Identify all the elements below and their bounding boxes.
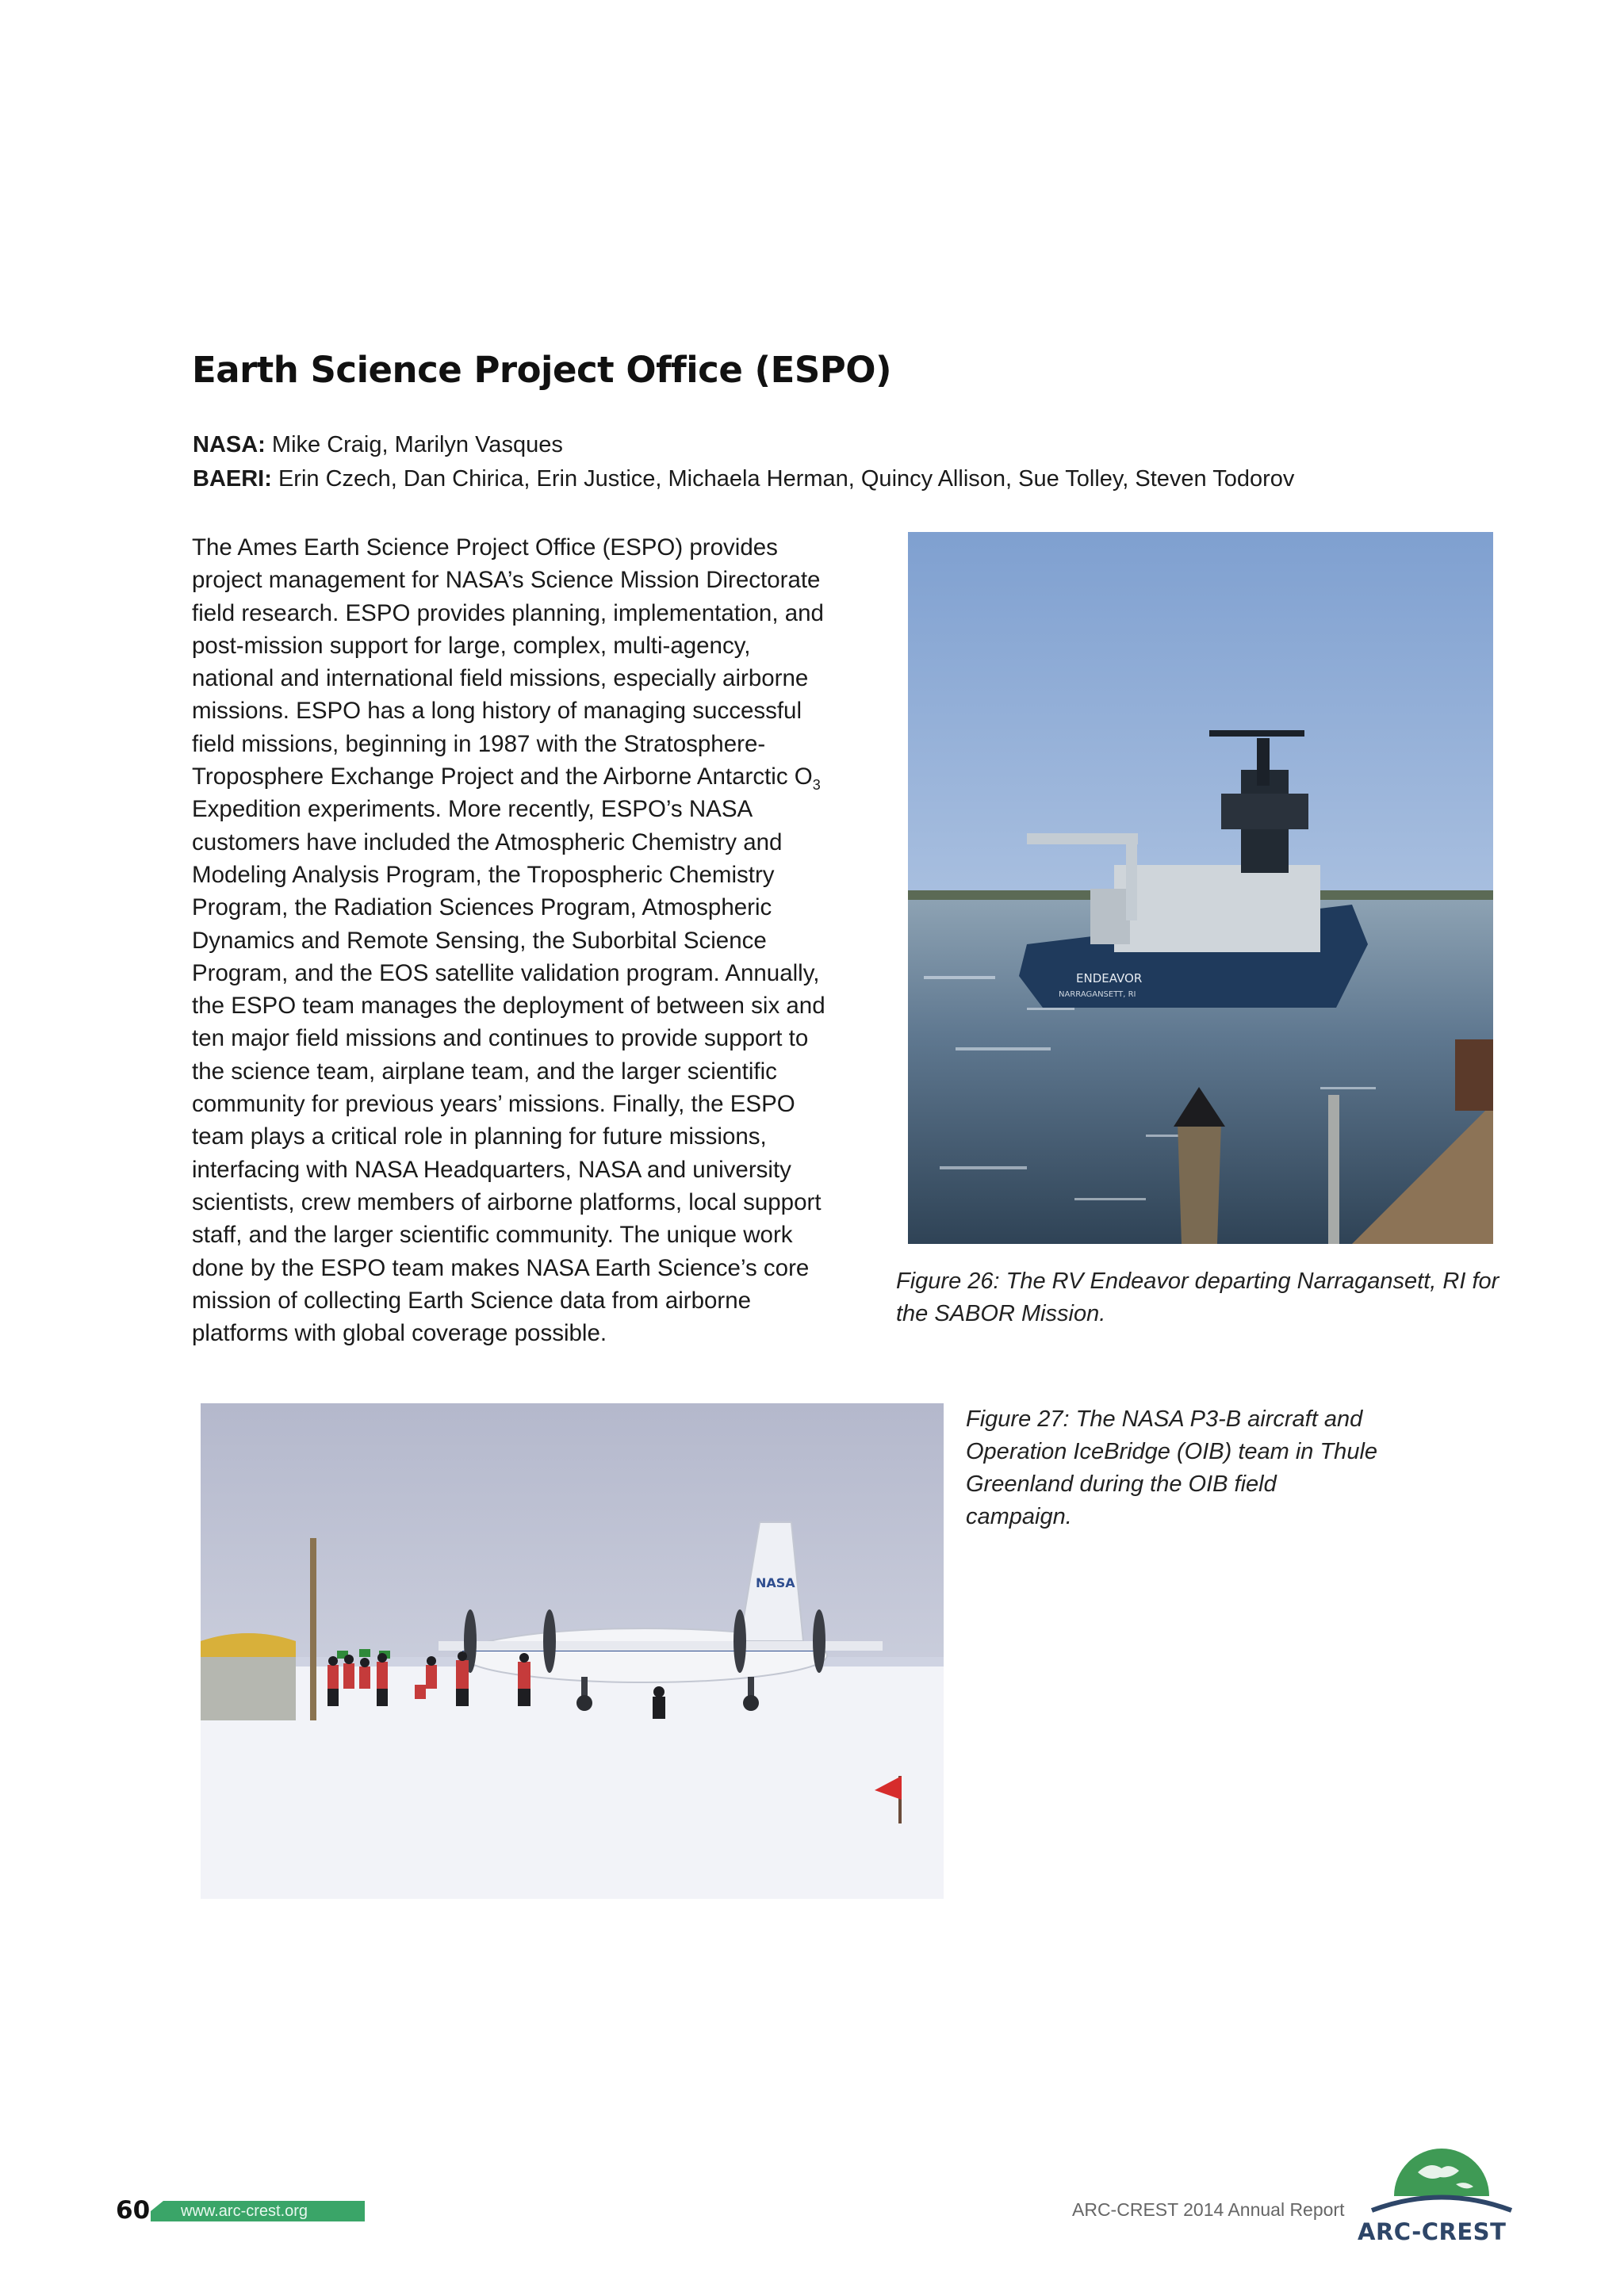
figure-27-photo [201,1403,944,1899]
aircraft-illustration [201,1403,944,1899]
body-text-part1: The Ames Earth Science Project Office (ESPO) provides project management for NASA’s Science Mission Directorate field research. ESPO provides planning, implementation, and post-mission support for large, complex, multi-agency, national and international field missions, especially airborne missions. ESPO has a long history of managing successful field missions, beginning in 1987 with the Stratosphere-Troposphere Exchange Project and the Airborne Antarctic O [192,534,824,790]
figure-26-caption-box [896,1265,1507,1330]
footer-bar-notch [151,2201,163,2211]
credits [193,428,1294,496]
globe-logo-icon [1362,2141,1521,2220]
ship-port-text: NARRAGANSETT, RI [1059,990,1136,999]
page-number: 60 [116,2196,151,2225]
footer-url-link[interactable]: www.arc-crest.org [181,2202,308,2220]
ship-illustration [908,532,1493,1244]
footer-report-title: ARC-CREST 2014 Annual Report [1072,2199,1345,2220]
aircraft-tail-text: NASA [756,1575,795,1590]
page-title: Earth Science Project Office (ESPO) [192,349,892,391]
body-paragraph [192,531,834,1349]
arc-crest-logo [1362,2141,1521,2220]
nasa-credit-line [193,428,1294,462]
ship-name-text: ENDEAVOR [1076,971,1143,985]
body-text-part2: Expedition experiments. More recently, ESPO’s NASA customers have included the Atmospheric Chemistry and Modeling Analysis Program, the Tropospheric Chemistry Program, the Radiation Sciences Program, Atmospheric Dynamics and Remote Sensing, the Suborbital Science Program, and the EOS satellite validation program. Annually, the ESPO team manages the deployment of between six and ten major field missions and continues to provide support to the science team, airplane team, and the larger scientific community for previous years’ missions. Finally, the ESPO team plays a critical role in planning for future missions, interfacing with NASA Headquarters, NASA and university scientists, crew members of airborne platforms, local support staff, and the larger scientific community. The unique work done by the ESPO team makes NASA Earth Science’s core mission of collecting Earth Science data from airborne platforms with global coverage possible. [192,796,825,1347]
ozone-subscript: 3 [812,776,821,793]
figure-27-caption-box [966,1403,1378,1533]
figure-27-caption: Figure 27: The NASA P3-B aircraft and Operation IceBridge (OIB) team in Thule Greenland during the OIB field campaign. [966,1406,1378,1529]
figure-26-caption: Figure 26: The RV Endeavor departing Narragansett, RI for the SABOR Mission. [896,1269,1500,1326]
baeri-names: Erin Czech, Dan Chirica, Erin Justice, Michaela Herman, Quincy Allison, Sue Tolley, Steven Todorov [278,466,1295,492]
logo-text: ARC-CREST [1358,2218,1507,2245]
baeri-credit-line [193,462,1294,496]
figure-26-photo [908,532,1493,1244]
nasa-names: Mike Craig, Marilyn Vasques [271,432,563,457]
nasa-label: NASA: [193,432,266,457]
baeri-label: BAERI: [193,466,272,492]
